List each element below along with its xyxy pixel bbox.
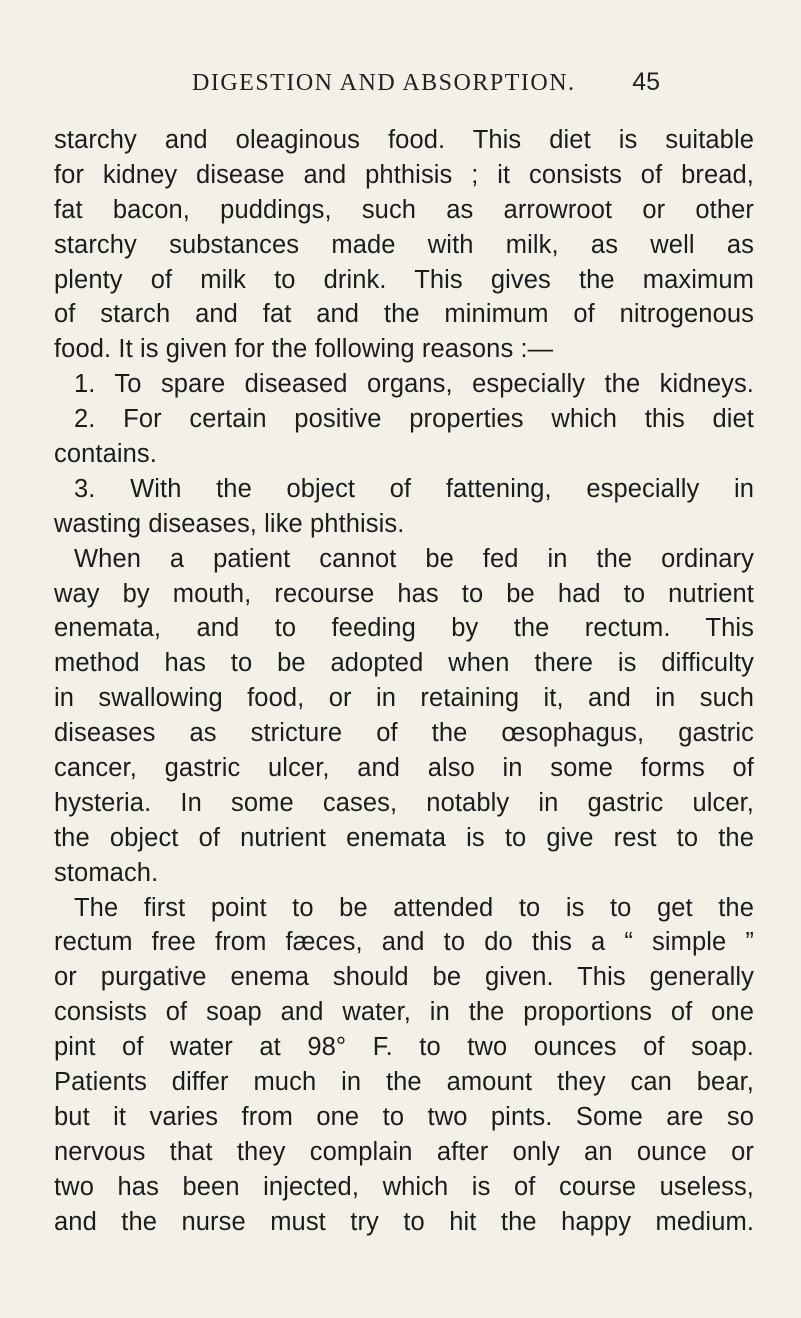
text-line: diseases as stricture of the œsophagus, gastric [54, 719, 754, 748]
running-header [180, 70, 660, 104]
text-line: consists of soap and water, in the proportions of one [54, 998, 754, 1027]
body-text [54, 123, 754, 1240]
text-line: 2. For certain positive properties which this diet [74, 405, 754, 434]
text-line: but it varies from one to two pints. Some are so [54, 1102, 754, 1131]
text-line: for kidney disease and phthisis ; it consists of bread, [54, 160, 754, 189]
text-line: pint of water at 98° F. to two ounces of soap. [54, 1033, 754, 1062]
text-line: Patients differ much in the amount they can bear, [54, 1068, 754, 1097]
text-line: rectum free from fæces, and to do this a “ simple ” [54, 928, 754, 957]
text-line: starchy substances made with milk, as well as [54, 230, 754, 259]
text-line: or purgative enema should be given. This generally [54, 963, 754, 992]
text-line: contains. [54, 440, 157, 469]
text-line: 1. To spare diseased organs, especially the kidneys. [74, 370, 754, 399]
text-line: nervous that they complain after only an ounce or [54, 1137, 754, 1166]
text-line: fat bacon, puddings, such as arrowroot or other [54, 195, 754, 224]
text-line: wasting diseases, like phthisis. [54, 509, 405, 538]
text-line: food. It is given for the following reasons :— [54, 335, 554, 364]
text-line: two has been injected, which is of course useless, [54, 1172, 754, 1201]
text-line: of starch and fat and the minimum of nitrogenous [54, 300, 754, 329]
text-line: the object of nutrient enemata is to give rest to the [54, 823, 754, 852]
text-line: way by mouth, recourse has to be had to nutrient [54, 579, 754, 608]
text-line: When a patient cannot be fed in the ordinary [74, 544, 754, 573]
text-line: and the nurse must try to hit the happy medium. [54, 1207, 754, 1236]
text-line: cancer, gastric ulcer, and also in some forms of [54, 754, 754, 783]
text-line: 3. With the object of fattening, especially in [74, 474, 754, 503]
text-line: The first point to be attended to is to get the [74, 893, 754, 922]
text-line: starchy and oleaginous food. This diet is suitable [54, 126, 754, 154]
text-line: enemata, and to feeding by the rectum. This [54, 614, 754, 643]
text-line: in swallowing food, or in retaining it, and in such [54, 684, 754, 713]
text-line: hysteria. In some cases, notably in gastric ulcer, [54, 788, 754, 817]
page-number: 45 [632, 68, 660, 96]
text-line: plenty of milk to drink. This gives the maximum [54, 265, 754, 294]
text-line: method has to be adopted when there is difficulty [54, 649, 754, 678]
chapter-title: DIGESTION AND ABSORPTION. [192, 70, 576, 96]
text-line: stomach. [54, 858, 159, 887]
